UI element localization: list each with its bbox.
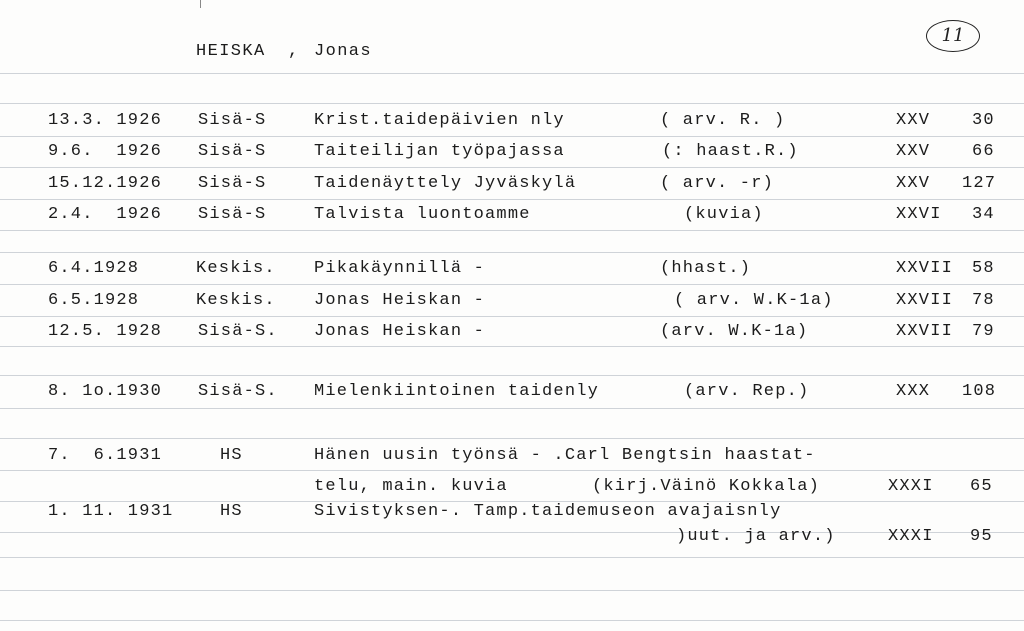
entry-number: 65 — [970, 477, 993, 496]
entry-volume: XXV — [896, 174, 931, 193]
entry-title: Jonas Heiskan - — [314, 322, 486, 341]
entry-date: 2.4. 1926 — [48, 205, 163, 224]
ruled-line — [0, 167, 1024, 168]
entry-title: Pikakäynnillä - — [314, 259, 486, 278]
ruled-line — [0, 557, 1024, 558]
entry-paper: Sisä-S. — [198, 322, 278, 341]
given-name: Jonas — [314, 42, 373, 61]
name-separator: , — [288, 42, 300, 61]
entry-paper: Sisä-S — [198, 142, 267, 161]
entry-paper: HS — [220, 446, 243, 465]
entry-date: 9.6. 1926 — [48, 142, 163, 161]
entry-volume: XXXI — [888, 527, 934, 546]
entry-date: 1. 11. 1931 — [48, 502, 174, 521]
ruled-line — [0, 284, 1024, 285]
entry-paper: Sisä-S — [198, 111, 267, 130]
entry-date: 15.12.1926 — [48, 174, 163, 193]
entry-number: 34 — [972, 205, 995, 224]
entry-note: (hhast.) — [660, 259, 752, 278]
entry-title: Sivistyksen-. Tamp.taidemuseon avajaisnly — [314, 502, 782, 521]
ruled-line — [0, 438, 1024, 439]
entry-volume: XXVII — [896, 259, 954, 278]
entry-paper: Keskis. — [196, 291, 276, 310]
entry-note: (kirj.Väinö Kokkala) — [592, 477, 821, 496]
entry-volume: XXVII — [896, 291, 954, 310]
entry-volume: XXVII — [896, 322, 954, 341]
entry-date: 13.3. 1926 — [48, 111, 163, 130]
ruled-line — [0, 532, 1024, 533]
entry-title: telu, main. kuvia — [314, 477, 508, 496]
ruled-line — [0, 590, 1024, 591]
entry-paper: Sisä-S — [198, 205, 267, 224]
entry-date: 12.5. 1928 — [48, 322, 163, 341]
ruled-line — [0, 199, 1024, 200]
entry-number: 78 — [972, 291, 995, 310]
entry-number: 30 — [972, 111, 995, 130]
card-number: 11 — [926, 20, 980, 52]
entry-number: 108 — [962, 382, 997, 401]
ruled-line — [0, 375, 1024, 376]
entry-note: ( arv. R. ) — [660, 111, 786, 130]
entry-date: 8. 1o.1930 — [48, 382, 163, 401]
entry-note: (kuvia) — [684, 205, 764, 224]
top-tick-mark — [200, 0, 201, 8]
entry-volume: XXVI — [896, 205, 942, 224]
ruled-line — [0, 252, 1024, 253]
entry-title: Taiteilijan työpajassa — [314, 142, 565, 161]
entry-title: Talvista luontoamme — [314, 205, 531, 224]
entry-note: ( arv. W.K-1a) — [674, 291, 834, 310]
entry-date: 6.5.1928 — [48, 291, 140, 310]
ruled-line — [0, 470, 1024, 471]
entry-paper: HS — [220, 502, 243, 521]
entry-note: (arv. W.K-1a) — [660, 322, 809, 341]
entry-volume: XXXI — [888, 477, 934, 496]
entry-volume: XXX — [896, 382, 931, 401]
ruled-line — [0, 103, 1024, 104]
ruled-line — [0, 230, 1024, 231]
entry-date: 7. 6.1931 — [48, 446, 163, 465]
surname: HEISKA — [196, 42, 266, 61]
entry-title: Mielenkiintoinen taidenly — [314, 382, 600, 401]
ruled-line — [0, 620, 1024, 621]
entry-number: 95 — [970, 527, 993, 546]
entry-note: ( arv. -r) — [660, 174, 775, 193]
entry-title: Taidenäyttely Jyväskylä — [314, 174, 577, 193]
entry-volume: XXV — [896, 142, 931, 161]
entry-note: (arv. Rep.) — [684, 382, 810, 401]
entry-paper: Sisä-S — [198, 174, 267, 193]
ruled-line — [0, 136, 1024, 137]
entry-paper: Sisä-S. — [198, 382, 278, 401]
entry-title: Jonas Heiskan - — [314, 291, 486, 310]
ruled-line — [0, 316, 1024, 317]
ruled-line — [0, 408, 1024, 409]
entry-title: Krist.taidepäivien nly — [314, 111, 565, 130]
entry-paper: Keskis. — [196, 259, 276, 278]
entry-volume: XXV — [896, 111, 931, 130]
entry-number: 58 — [972, 259, 995, 278]
entry-note: )uut. ja arv.) — [676, 527, 836, 546]
entry-number: 127 — [962, 174, 997, 193]
entry-note: (: haast.R.) — [662, 142, 799, 161]
entry-title: Hänen uusin työnsä - .Carl Bengtsin haastat- — [314, 446, 816, 465]
entry-date: 6.4.1928 — [48, 259, 140, 278]
ruled-line — [0, 73, 1024, 74]
ruled-line — [0, 346, 1024, 347]
entry-number: 66 — [972, 142, 995, 161]
entry-number: 79 — [972, 322, 995, 341]
